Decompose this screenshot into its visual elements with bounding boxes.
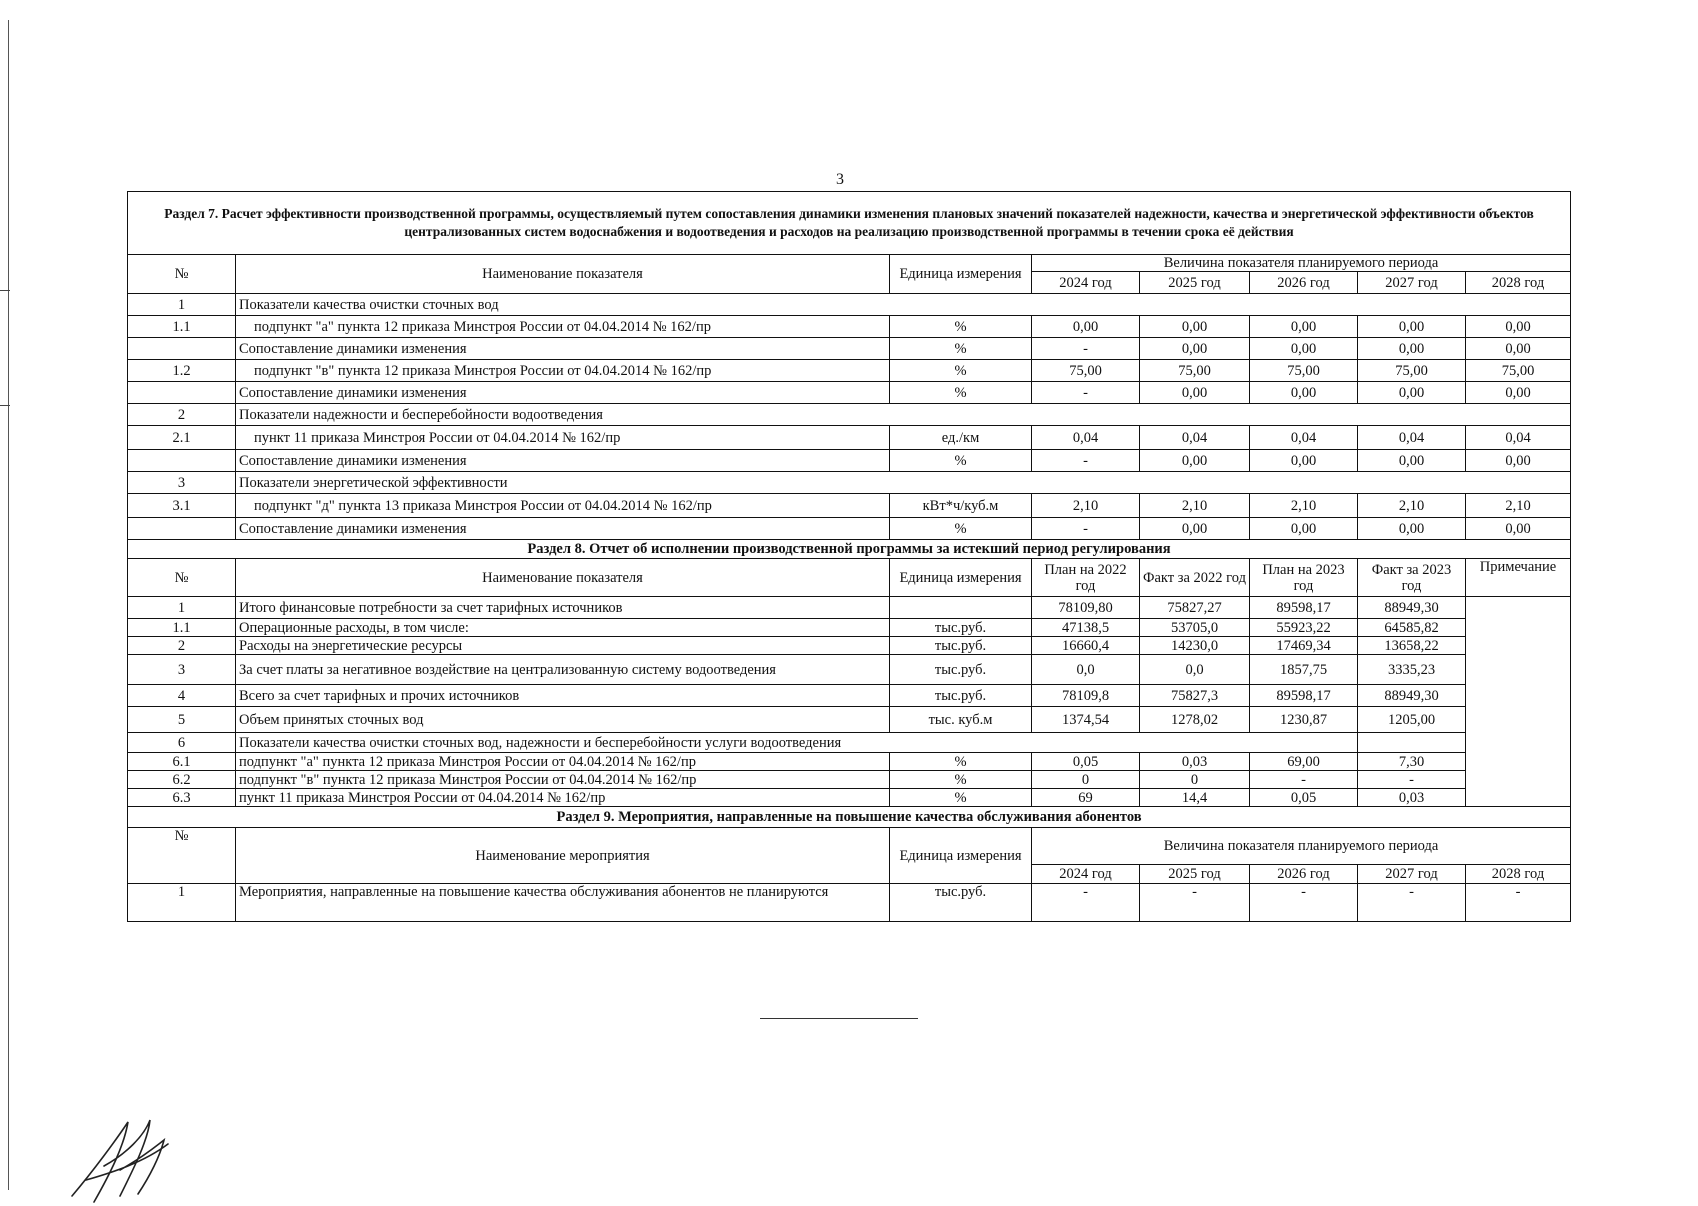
section7-year-header: 2026 год: [1250, 272, 1358, 294]
table-row: [128, 685, 1571, 707]
row-unit: %: [890, 316, 1032, 338]
row-value: 78109,8: [1032, 685, 1140, 707]
row-value: 0,04: [1140, 426, 1250, 450]
section8-header-row: [128, 559, 1571, 597]
row-unit: тыс.руб.: [890, 884, 1032, 922]
row-value: 47138,5: [1032, 619, 1140, 637]
row-indicator-name: Сопоставление динамики изменения: [236, 338, 890, 360]
section8-title: Раздел 8. Отчет об исполнении производственной программы за истекший период регулирования: [128, 540, 1571, 559]
section8-col-header: Факт за 2023 год: [1358, 559, 1466, 597]
section9-header-unit: Единица измерения: [890, 828, 1032, 884]
row-indicator-name: подпункт "д" пункта 13 приказа Минстроя России от 04.04.2014 № 162/пр: [236, 494, 890, 518]
table-row: [128, 789, 1571, 807]
row-value: 55923,22: [1250, 619, 1358, 637]
row-value: 69,00: [1250, 753, 1358, 771]
table-row: [128, 771, 1571, 789]
row-value: 0,05: [1250, 789, 1358, 807]
section8-header-note: Примечание: [1466, 559, 1571, 597]
row-value: 0,00: [1140, 382, 1250, 404]
row-value: 75,00: [1250, 360, 1358, 382]
row-indicator-name: пункт 11 приказа Минстроя России от 04.04.2014 № 162/пр: [236, 789, 890, 807]
row-value: 3335,23: [1358, 655, 1466, 685]
row-value: 0,00: [1250, 382, 1358, 404]
row-value-empty: [1358, 733, 1466, 753]
row-value: 53705,0: [1140, 619, 1250, 637]
row-value: 89598,17: [1250, 597, 1358, 619]
row-value: 0,03: [1140, 753, 1250, 771]
table-body: [128, 192, 1571, 922]
row-value: 0,00: [1466, 382, 1571, 404]
row-unit: тыс.руб.: [890, 655, 1032, 685]
row-unit: тыс.руб.: [890, 637, 1032, 655]
row-value: 0,00: [1250, 450, 1358, 472]
row-value: 0,00: [1466, 338, 1571, 360]
row-value: 0,04: [1466, 426, 1571, 450]
table-row: [128, 707, 1571, 733]
section7-title: Раздел 7. Расчет эффективности производственной программы, осуществляемый путем сопоставления динамики изменения плановых значений показателей надежности, качества и энергетической эффективности объектов централизованных систем водоснабжения и водоотведения и расходов на реализацию производственной программы в течении срока её действия: [128, 192, 1571, 255]
row-value: 0,00: [1358, 316, 1466, 338]
row-value: 88949,30: [1358, 685, 1466, 707]
row-value: 0,05: [1032, 753, 1140, 771]
row-value: 16660,4: [1032, 637, 1140, 655]
row-value: 0,00: [1250, 518, 1358, 540]
row-number: 5: [128, 707, 236, 733]
table-row: [128, 518, 1571, 540]
row-value: 0,00: [1140, 450, 1250, 472]
row-value: -: [1032, 450, 1140, 472]
table-row: [128, 637, 1571, 655]
row-unit: тыс.руб.: [890, 685, 1032, 707]
row-value: 2,10: [1466, 494, 1571, 518]
row-value: 89598,17: [1250, 685, 1358, 707]
row-value: 0,04: [1032, 426, 1140, 450]
row-value: 0,03: [1358, 789, 1466, 807]
section8-title-row: [128, 540, 1571, 559]
row-value: 0: [1140, 771, 1250, 789]
row-value: 75,00: [1032, 360, 1140, 382]
row-number: 2.1: [128, 426, 236, 450]
table-row: [128, 426, 1571, 450]
table-row: [128, 450, 1571, 472]
table-row: [128, 733, 1571, 753]
row-value: -: [1032, 382, 1140, 404]
row-value: 0,00: [1140, 316, 1250, 338]
row-value: 14,4: [1140, 789, 1250, 807]
row-number: 1: [128, 294, 236, 316]
row-indicator-name: Операционные расходы, в том числе:: [236, 619, 890, 637]
row-unit: %: [890, 771, 1032, 789]
row-unit: тыс.руб.: [890, 619, 1032, 637]
page-number: 3: [836, 171, 844, 188]
row-value: 75827,3: [1140, 685, 1250, 707]
row-number: [128, 518, 236, 540]
row-value: -: [1466, 884, 1571, 922]
row-unit: ед./км: [890, 426, 1032, 450]
row-indicator-name: пункт 11 приказа Минстроя России от 04.04.2014 № 162/пр: [236, 426, 890, 450]
row-value: -: [1250, 884, 1358, 922]
table-row: [128, 316, 1571, 338]
section7-header-group: Величина показателя планируемого периода: [1032, 255, 1571, 272]
row-unit: %: [890, 338, 1032, 360]
row-number: 3: [128, 655, 236, 685]
report-sheet: [127, 191, 1570, 922]
table-row: [128, 360, 1571, 382]
row-value: 0,04: [1358, 426, 1466, 450]
row-value: 75,00: [1466, 360, 1571, 382]
row-number: 4: [128, 685, 236, 707]
table-row: [128, 338, 1571, 360]
section9-header-name: Наименование мероприятия: [236, 828, 890, 884]
section9-header-num: №: [128, 828, 236, 884]
row-value: 0: [1032, 771, 1140, 789]
section7-header-num: №: [128, 255, 236, 294]
row-group-name: Показатели качества очистки сточных вод, надежности и бесперебойности услуги водоотведения: [236, 733, 1358, 753]
row-value: -: [1250, 771, 1358, 789]
section9-year-header: 2028 год: [1466, 865, 1571, 884]
row-unit: %: [890, 382, 1032, 404]
table-row: [128, 655, 1571, 685]
row-value: 7,30: [1358, 753, 1466, 771]
row-indicator-name: Сопоставление динамики изменения: [236, 518, 890, 540]
row-indicator-name: подпункт "а" пункта 12 приказа Минстроя России от 04.04.2014 № 162/пр: [236, 316, 890, 338]
row-value: 69: [1032, 789, 1140, 807]
row-indicator-name: Итого финансовые потребности за счет тарифных источников: [236, 597, 890, 619]
row-value: 1205,00: [1358, 707, 1466, 733]
row-value: -: [1358, 771, 1466, 789]
section8-header-num: №: [128, 559, 236, 597]
row-indicator-name: Всего за счет тарифных и прочих источников: [236, 685, 890, 707]
row-unit: %: [890, 360, 1032, 382]
row-indicator-name: подпункт "в" пункта 12 приказа Минстроя России от 04.04.2014 № 162/пр: [236, 771, 890, 789]
table-row: [128, 404, 1571, 426]
row-number: 1: [128, 597, 236, 619]
row-group-name: Показатели качества очистки сточных вод: [236, 294, 1571, 316]
section8-col-header: План на 2022 год: [1032, 559, 1140, 597]
row-value: 0,04: [1250, 426, 1358, 450]
row-unit: %: [890, 753, 1032, 771]
table-row: [128, 472, 1571, 494]
table-row: [128, 494, 1571, 518]
row-value: 64585,82: [1358, 619, 1466, 637]
row-indicator-name: подпункт "в" пункта 12 приказа Минстроя России от 04.04.2014 № 162/пр: [236, 360, 890, 382]
row-value: 17469,34: [1250, 637, 1358, 655]
section8-col-header: Факт за 2022 год: [1140, 559, 1250, 597]
table-row: [128, 294, 1571, 316]
row-value: 0,00: [1358, 338, 1466, 360]
row-value: 0,00: [1358, 450, 1466, 472]
row-value: -: [1358, 884, 1466, 922]
row-number: 1: [128, 884, 236, 922]
margin-tick: [0, 290, 10, 291]
row-indicator-name: Сопоставление динамики изменения: [236, 450, 890, 472]
row-number: 6: [128, 733, 236, 753]
row-number: 1.2: [128, 360, 236, 382]
row-number: 3: [128, 472, 236, 494]
row-value: 78109,80: [1032, 597, 1140, 619]
row-value: 0,00: [1140, 338, 1250, 360]
section9-year-header: 2025 год: [1140, 865, 1250, 884]
row-unit: кВт*ч/куб.м: [890, 494, 1032, 518]
row-group-name: Показатели энергетической эффективности: [236, 472, 1571, 494]
table-row: [128, 753, 1571, 771]
row-value: -: [1032, 338, 1140, 360]
row-value: 0,00: [1358, 518, 1466, 540]
row-indicator-name: За счет платы за негативное воздействие на централизованную систему водоотведения: [236, 655, 890, 685]
row-number: 3.1: [128, 494, 236, 518]
section9-title: Раздел 9. Мероприятия, направленные на повышение качества обслуживания абонентов: [128, 807, 1571, 828]
row-value: 75,00: [1140, 360, 1250, 382]
row-value: -: [1032, 884, 1140, 922]
row-unit: [890, 597, 1032, 619]
row-number: 6.3: [128, 789, 236, 807]
section9-header-row: [128, 828, 1571, 865]
row-value: 2,10: [1250, 494, 1358, 518]
section7-year-header: 2025 год: [1140, 272, 1250, 294]
section7-header-unit: Единица измерения: [890, 255, 1032, 294]
signature-icon: [64, 1110, 214, 1206]
report-table: [127, 191, 1571, 922]
row-unit: %: [890, 789, 1032, 807]
row-value: 75827,27: [1140, 597, 1250, 619]
row-number: 1.1: [128, 316, 236, 338]
row-value: 0,00: [1466, 316, 1571, 338]
section8-header-name: Наименование показателя: [236, 559, 890, 597]
row-number: [128, 382, 236, 404]
row-value: 88949,30: [1358, 597, 1466, 619]
row-value: 0,00: [1466, 518, 1571, 540]
row-value: 2,10: [1358, 494, 1466, 518]
row-value: 0,00: [1140, 518, 1250, 540]
row-measure-name: Мероприятия, направленные на повышение качества обслуживания абонентов не планируются: [236, 884, 890, 922]
table-row: [128, 382, 1571, 404]
section9-year-header: 2027 год: [1358, 865, 1466, 884]
row-value: -: [1032, 518, 1140, 540]
row-number: [128, 450, 236, 472]
row-indicator-name: Сопоставление динамики изменения: [236, 382, 890, 404]
row-value: 1374,54: [1032, 707, 1140, 733]
row-number: 2: [128, 637, 236, 655]
row-number: [128, 338, 236, 360]
row-group-name: Показатели надежности и бесперебойности водоотведения: [236, 404, 1571, 426]
section7-header-name: Наименование показателя: [236, 255, 890, 294]
row-value: 2,10: [1032, 494, 1140, 518]
row-value: 14230,0: [1140, 637, 1250, 655]
row-value: 0,00: [1250, 316, 1358, 338]
row-unit: тыс. куб.м: [890, 707, 1032, 733]
row-indicator-name: Расходы на энергетические ресурсы: [236, 637, 890, 655]
row-value: 1857,75: [1250, 655, 1358, 685]
row-unit: %: [890, 518, 1032, 540]
section7-year-header: 2027 год: [1358, 272, 1466, 294]
table-row: [128, 597, 1571, 619]
row-number: 2: [128, 404, 236, 426]
row-value: 0,00: [1358, 382, 1466, 404]
row-value: 2,10: [1140, 494, 1250, 518]
row-value: 1230,87: [1250, 707, 1358, 733]
row-value: 75,00: [1358, 360, 1466, 382]
section8-header-unit: Единица измерения: [890, 559, 1032, 597]
row-value: -: [1140, 884, 1250, 922]
table-row: [128, 619, 1571, 637]
bottom-rule: [760, 1018, 918, 1019]
table-row: [128, 884, 1571, 922]
row-indicator-name: подпункт "а" пункта 12 приказа Минстроя России от 04.04.2014 № 162/пр: [236, 753, 890, 771]
section9-header-group: Величина показателя планируемого периода: [1032, 828, 1571, 865]
row-unit: %: [890, 450, 1032, 472]
section9-year-header: 2024 год: [1032, 865, 1140, 884]
section8-note-cell: [1466, 597, 1571, 807]
row-indicator-name: Объем принятых сточных вод: [236, 707, 890, 733]
section9-year-header: 2026 год: [1250, 865, 1358, 884]
row-value: 1278,02: [1140, 707, 1250, 733]
row-value: 0,00: [1032, 316, 1140, 338]
row-number: 6.1: [128, 753, 236, 771]
row-value: 13658,22: [1358, 637, 1466, 655]
row-value: 0,00: [1250, 338, 1358, 360]
page-edge-line: [8, 20, 9, 1190]
row-value: 0,0: [1140, 655, 1250, 685]
section9-title-row: [128, 807, 1571, 828]
section7-year-header: 2024 год: [1032, 272, 1140, 294]
section8-col-header: План на 2023 год: [1250, 559, 1358, 597]
section7-year-header: 2028 год: [1466, 272, 1571, 294]
margin-tick: [0, 405, 10, 406]
row-number: 1.1: [128, 619, 236, 637]
row-number: 6.2: [128, 771, 236, 789]
row-value: 0,0: [1032, 655, 1140, 685]
row-value: 0,00: [1466, 450, 1571, 472]
